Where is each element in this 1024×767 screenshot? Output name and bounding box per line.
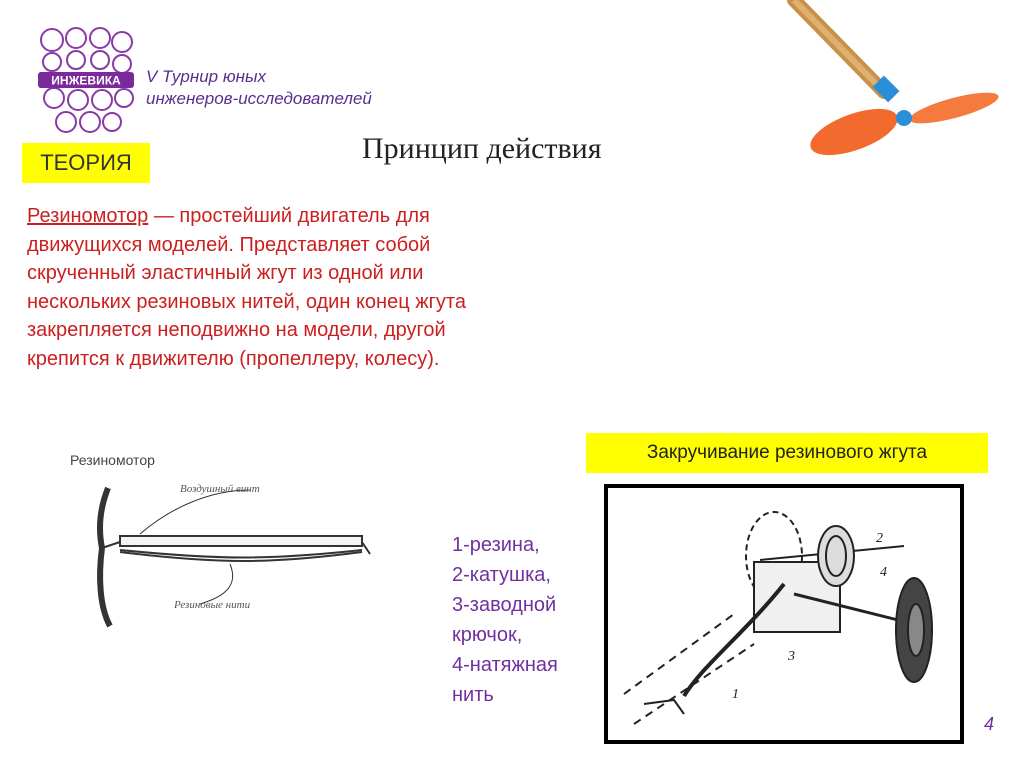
tournament-title bbox=[146, 66, 372, 110]
svg-text:3: 3 bbox=[788, 649, 795, 664]
svg-text:Резиновые нити: Резиновые нити bbox=[174, 599, 251, 611]
svg-text:1: 1 bbox=[732, 687, 739, 702]
svg-text:2: 2 bbox=[876, 531, 883, 546]
description-text: — простейший двигатель для движущихся моделей. Представляет собой скрученный эластичный жгут из одной или нескольких резиновых нитей, один конец жгута закрепляется неподвижно на модели, другой крепится к движителю (пропеллеру, колесу). bbox=[27, 205, 466, 370]
legend-item: нить bbox=[452, 684, 494, 706]
legend-item: 2-катушка, bbox=[452, 564, 551, 586]
svg-text:4: 4 bbox=[880, 565, 887, 580]
inzhevika-logo bbox=[38, 26, 134, 134]
description-paragraph bbox=[27, 202, 527, 373]
rubber-motor-figure bbox=[70, 448, 400, 638]
twisting-label: Закручивание резинового жгута bbox=[586, 433, 988, 473]
propeller-stick-image bbox=[784, 0, 1004, 170]
tournament-line-2: инженеров-исследователей bbox=[146, 89, 372, 108]
figure1-caption: Резиномотор bbox=[70, 452, 155, 468]
diagram-legend bbox=[452, 530, 558, 710]
logo-text: ИНЖЕВИКА bbox=[51, 73, 121, 88]
legend-item: 1-резина, bbox=[452, 534, 540, 556]
theory-badge: ТЕОРИЯ bbox=[22, 143, 150, 183]
legend-item: 3-заводной bbox=[452, 594, 557, 616]
legend-item: 4-натяжная bbox=[452, 654, 558, 676]
legend-item: крючок, bbox=[452, 624, 523, 646]
twisting-diagram bbox=[604, 484, 966, 746]
tournament-line-1: V Турнир юных bbox=[146, 67, 266, 86]
svg-text:Воздушный винт: Воздушный винт bbox=[180, 483, 260, 495]
slide-title: Принцип действия bbox=[362, 132, 602, 165]
term-rubber-motor: Резиномотор bbox=[27, 205, 149, 227]
page-number: 4 bbox=[984, 714, 995, 734]
